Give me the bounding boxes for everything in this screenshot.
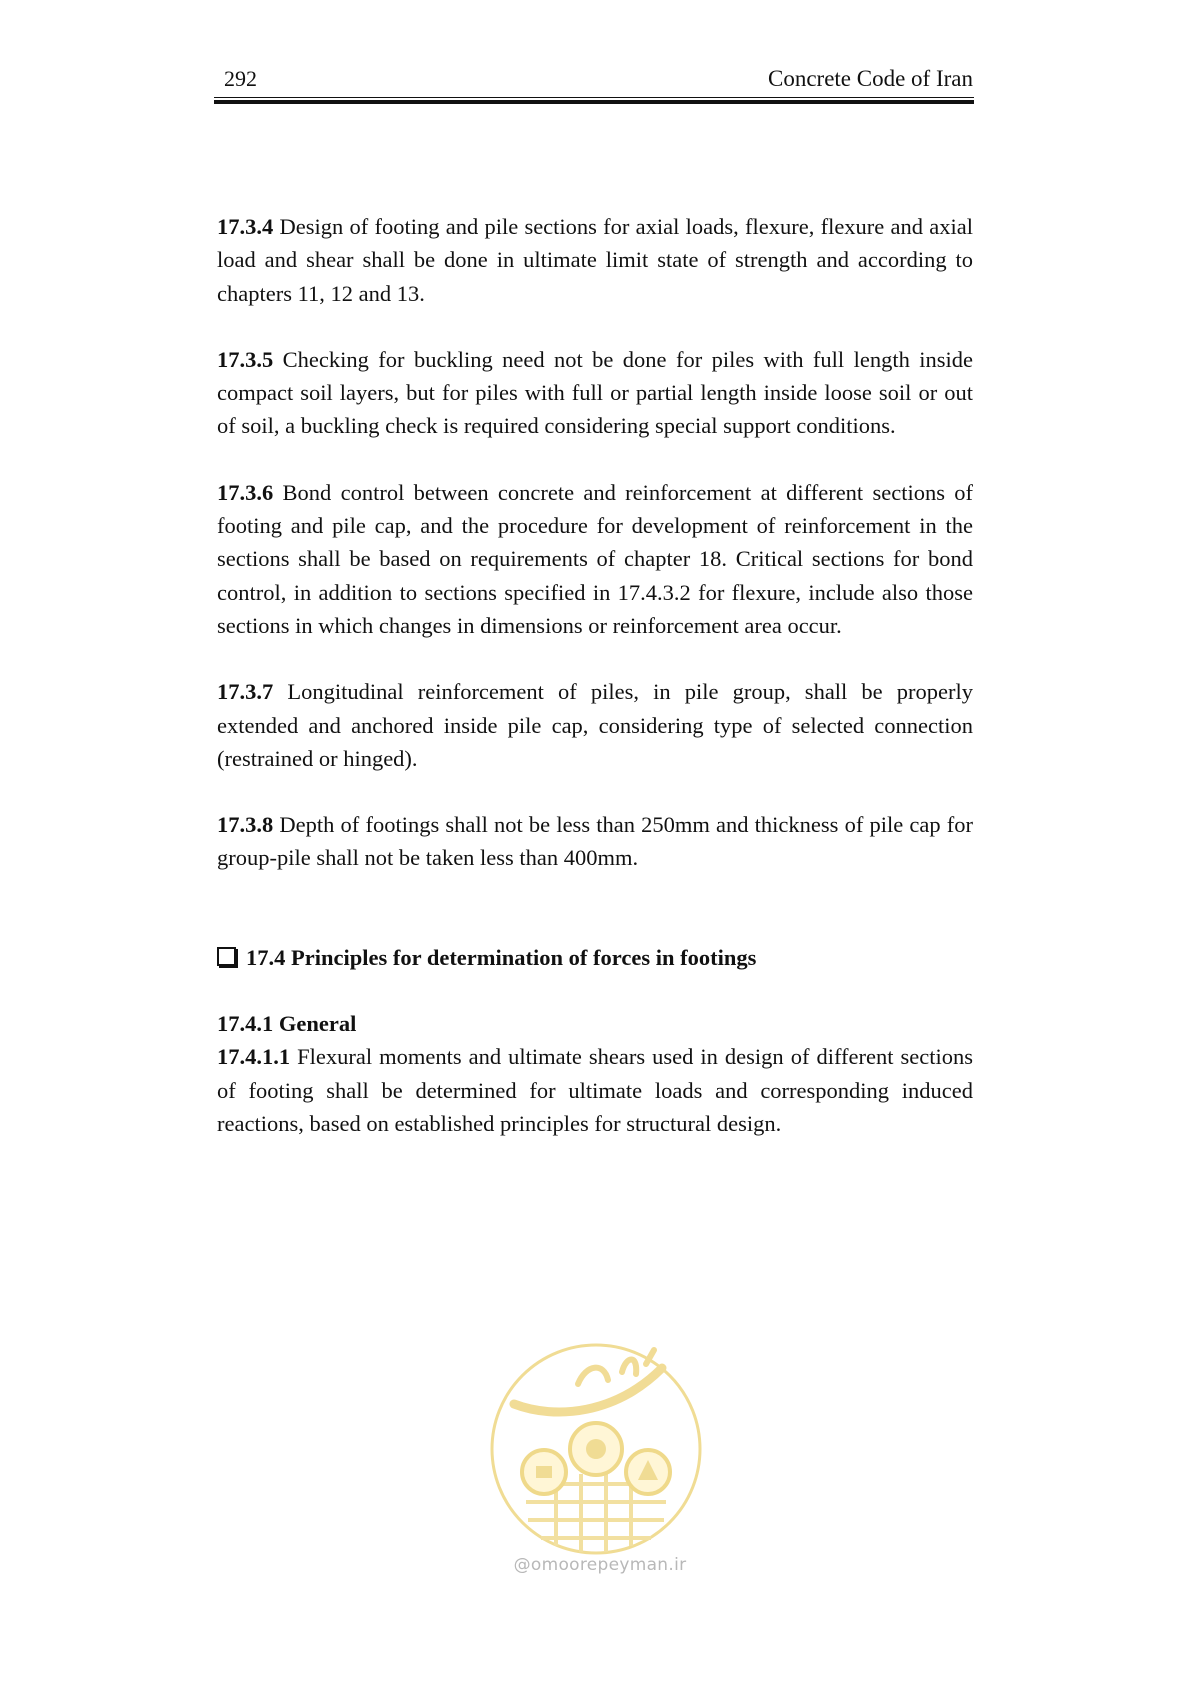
clause-17-3-7 xyxy=(217,675,973,775)
clause-text: Bond control between concrete and reinforcement at different sections of footing and pile cap, and the procedure for development of reinforcement in the sections shall be based on requirements of chapter 18. Critical sections for bond control, in addition to sections specified in 17.4.3.2 for flexure, include also those sections in which changes in dimensions or reinforcement area occur. xyxy=(217,479,973,638)
clause-number: 17.4.1.1 xyxy=(217,1044,291,1070)
clause-text: Checking for buckling need not be done for piles with full length inside compact soil layers, but for piles with full or partial length inside loose soil or out of soil, a buckling check is required considering special support conditions. xyxy=(217,346,973,439)
subsection-heading: 17.4.1 General xyxy=(217,1011,357,1037)
clause-number: 17.3.6 xyxy=(217,479,274,505)
clause-text: Depth of footings shall not be less than 250mm and thickness of pile cap for group-pile shall not be taken less than 400mm. xyxy=(217,812,973,871)
watermark-logo xyxy=(486,1334,706,1564)
page-header xyxy=(214,62,974,96)
page-number: 292 xyxy=(224,66,257,91)
clause-number: 17.3.5 xyxy=(217,346,274,372)
clause-number: 17.3.8 xyxy=(217,812,274,838)
running-title: Concrete Code of Iran xyxy=(767,66,973,91)
clause-text: Design of footing and pile sections for axial loads, flexure, flexure and axial load and shear shall be done in ultimate limit state of strength and according to chapters 11, 12 and 13. xyxy=(217,214,973,306)
clause-text: Longitudinal reinforcement of piles, in pile group, shall be properly extended and anchored inside pile cap, considering type of selected connection (restrained or hinged). xyxy=(217,679,973,771)
clause-text: Flexural moments and ultimate shears used in design of different sections of footing shall be determined for ultimate loads and corresponding induced reactions, based on established principles for structural design. xyxy=(217,1044,973,1136)
clause-number: 17.3.4 xyxy=(217,214,274,239)
section-heading-text: 17.4 Principles for determination of forces in footings xyxy=(246,944,757,970)
header-rule-thick xyxy=(214,100,974,104)
checkbox-icon xyxy=(217,947,236,966)
clause-number: 17.3.7 xyxy=(217,679,274,705)
header-rule-thin xyxy=(214,97,974,98)
page-body xyxy=(217,210,973,1140)
clause-17-4-1-1 xyxy=(217,1040,973,1140)
clause-17-3-4 xyxy=(217,210,973,310)
section-heading xyxy=(217,941,973,974)
watermark-url: @omoorepeyman.ir xyxy=(513,1555,687,1575)
clause-17-3-6 xyxy=(217,476,973,642)
clause-17-3-5 xyxy=(217,343,973,443)
clause-17-3-8 xyxy=(217,808,973,875)
